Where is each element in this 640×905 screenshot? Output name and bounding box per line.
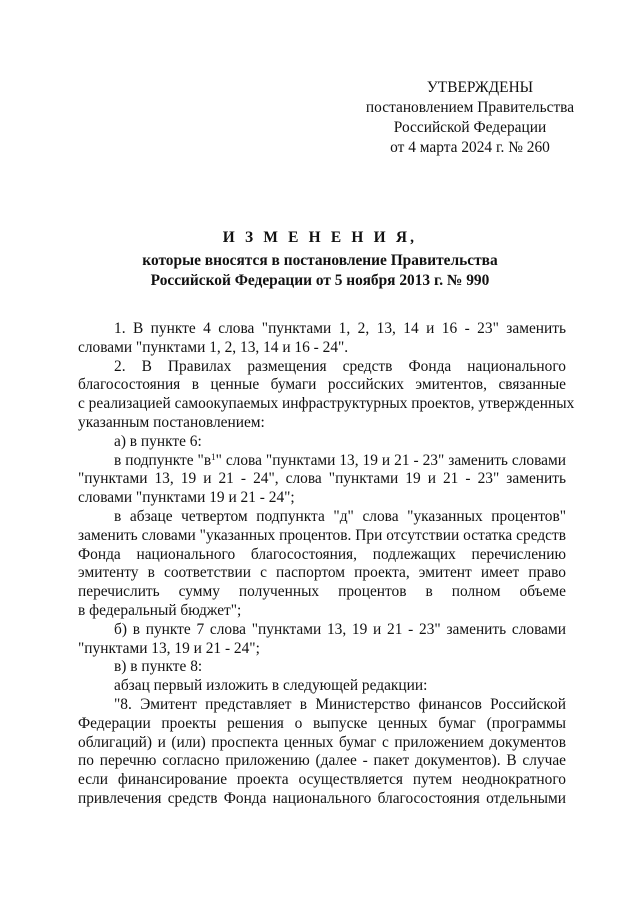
body-line: 2. В Правилах размещения средств Фонда национального	[114, 357, 566, 375]
body-line: по перечню согласно приложению (далее - пакет документов). В случае	[78, 752, 566, 770]
body-line: в) в пункте 8:	[114, 658, 203, 676]
body-line-part: " слова "пунктами 13, 19 и 21 - 23" заменить словами	[215, 451, 566, 469]
body-line: 1. В пункте 4 слова "пунктами 1, 2, 13, 14 и 16 - 23" заменить	[114, 320, 566, 337]
body-line: если финансирование проекта осуществляется путем неоднократного	[78, 771, 566, 789]
approval-heading: УТВЕРЖДЕНЫ	[426, 79, 534, 96]
superscript-mark: 1	[211, 451, 216, 462]
body-line: с реализацией самоокупаемых инфраструктурных проектов, утвержденных	[78, 395, 575, 413]
body-line-with-superscript	[78, 452, 566, 471]
document-body	[78, 320, 575, 809]
subtitle-line-2: Российской Федерации от 5 ноября 2013 г. № 990	[150, 272, 490, 289]
approval-line-4: от 4 марта 2024 г. № 260	[390, 139, 550, 156]
body-line: перечислить сумму полученных процентов в полном объеме	[78, 583, 566, 601]
body-line: "пунктами 13, 19 и 21 - 24", слова "пунктами 19 и 21 - 23" заменить	[78, 470, 566, 488]
body-line: "8. Эмитент представляет в Министерство финансов Российской	[114, 695, 566, 713]
body-line: эмитенту в соответствии с паспортом проекта, эмитент имеет право	[78, 564, 566, 582]
body-line-part: в подпункте "в	[114, 451, 212, 469]
document-title: И З М Е Н Е Н И Я,	[222, 229, 418, 246]
body-line: словами "пунктами 1, 2, 13, 14 и 16 - 24".	[78, 338, 349, 356]
approval-stamp	[320, 78, 620, 158]
body-line: заменить словами "указанных процентов. При отсутствии остатка средств	[78, 526, 566, 544]
body-line: словами "пунктами 19 и 21 - 24";	[78, 489, 295, 507]
body-line: благосостояния в ценные бумаги российских эмитентов, связанные	[78, 376, 566, 394]
body-line: Федерации проекты решения о выпуске ценных бумаг (программы	[78, 714, 566, 732]
body-line: в федеральный бюджет";	[78, 601, 242, 619]
body-line: указанным постановлением:	[78, 413, 265, 431]
body-line: привлечения средств Фонда национального благосостояния отдельными	[78, 789, 566, 807]
approval-line-3: Российской Федерации	[393, 119, 547, 136]
subtitle-line-1: которые вносятся в постановление Правительства	[142, 252, 498, 269]
body-line: б) в пункте 7 слова "пунктами 13, 19 и 21 - 23" заменить словами	[114, 620, 566, 638]
body-line: абзац первый изложить в следующей редакции:	[114, 677, 428, 695]
approval-line-2: постановлением Правительства	[365, 99, 575, 116]
body-line: облигаций) и (или) проспекта ценных бумаг с приложением документов	[78, 733, 566, 751]
body-line: в абзаце четвертом подпункта "д" слова "указанных процентов"	[114, 507, 566, 525]
body-line: Фонда национального благосостояния, подлежащих перечислению	[78, 545, 566, 563]
body-line: "пунктами 13, 19 и 21 - 24";	[78, 639, 260, 657]
document-subtitle	[0, 251, 640, 291]
body-line: а) в пункте 6:	[114, 432, 202, 450]
